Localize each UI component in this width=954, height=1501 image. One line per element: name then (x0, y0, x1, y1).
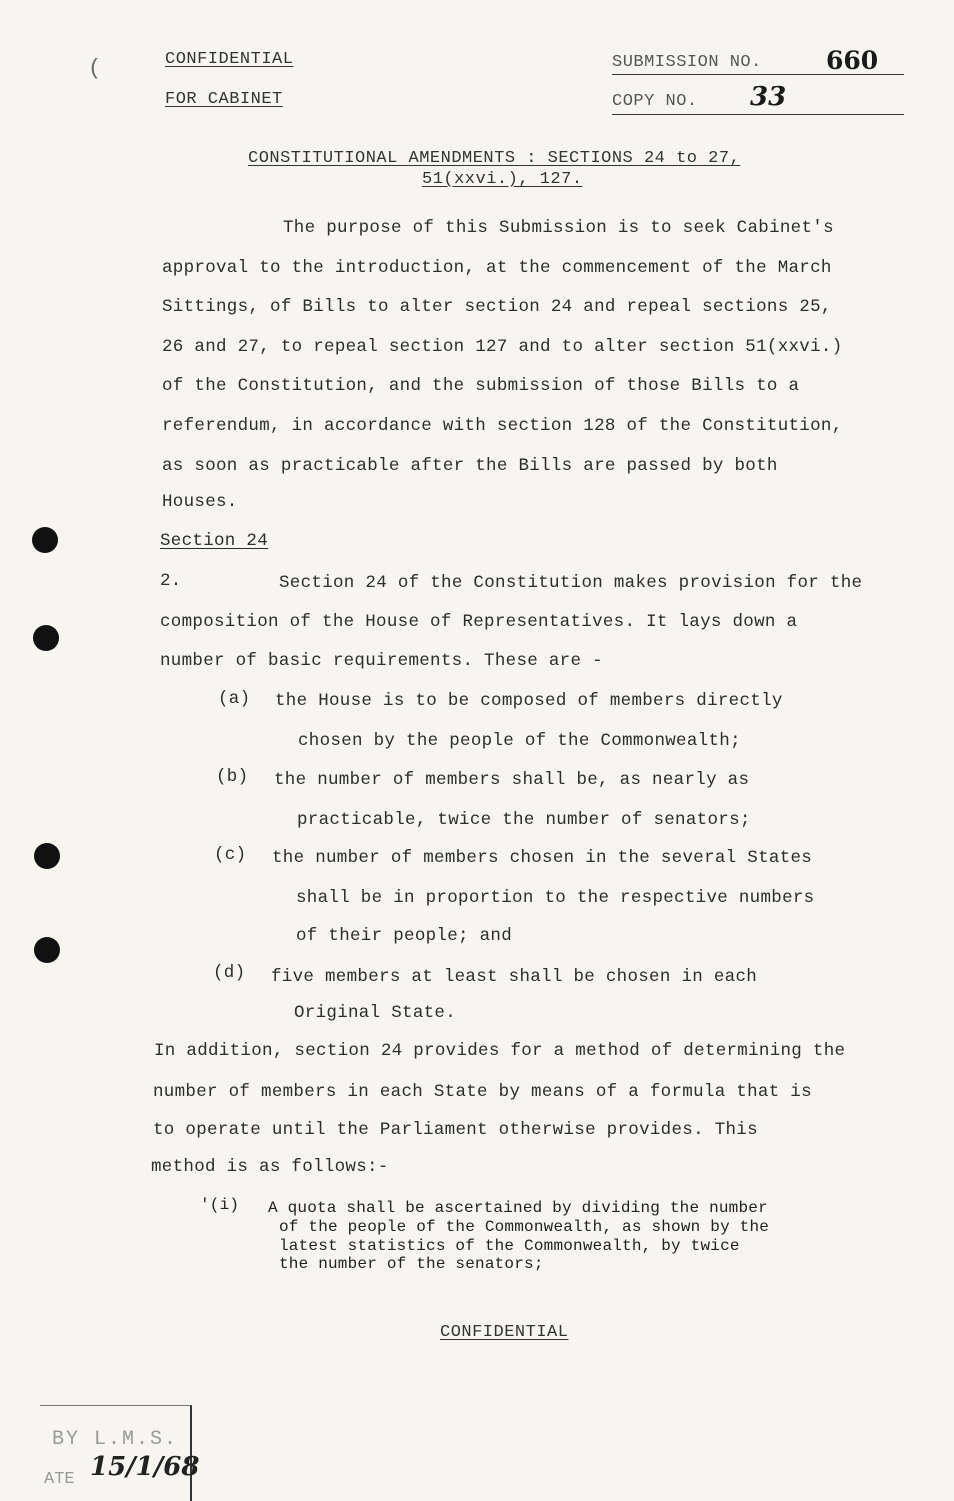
para2-number: 2. (160, 571, 182, 591)
para1-line: Houses. (162, 492, 238, 512)
stamp-text: BY L.M.S. (52, 1428, 179, 1451)
para3-line: to operate until the Parliament otherwise provides. This (153, 1120, 758, 1140)
para3-line: number of members in each State by means of a formula that is (153, 1082, 812, 1102)
requirement-line: five members at least shall be chosen in each (271, 967, 758, 987)
copy-underline (612, 114, 904, 115)
para2-line: number of basic requirements. These are - (160, 651, 603, 671)
para3-line: In addition, section 24 provides for a method of determining the (154, 1041, 846, 1061)
section-heading: Section 24 (160, 531, 269, 551)
copy-number: 33 (750, 82, 787, 112)
document-title-line1: CONSTITUTIONAL AMENDMENTS : SECTIONS 24 to 27, (248, 149, 741, 168)
requirement-label: (a) (218, 689, 251, 709)
quote-line: of the people of the Commonwealth, as shown by the (279, 1218, 770, 1236)
submission-label: SUBMISSION NO. (612, 53, 762, 72)
footer-confidential: CONFIDENTIAL (440, 1323, 569, 1342)
requirement-line: shall be in proportion to the respective numbers (296, 888, 815, 908)
requirement-line: the number of members shall be, as nearly as (274, 770, 750, 790)
document-title-line2: 51(xxvi.), 127. (422, 170, 583, 189)
stamp-date-label: ATE (44, 1470, 75, 1489)
quote-label: '(i) (200, 1196, 240, 1214)
punch-hole (33, 625, 59, 651)
submission-underline (612, 74, 904, 75)
para3-line: method is as follows:- (151, 1157, 389, 1177)
requirement-label: (c) (214, 845, 247, 865)
copy-label: COPY NO. (612, 92, 698, 111)
requirement-label: (b) (216, 767, 249, 787)
quote-line: A quota shall be ascertained by dividing the number (268, 1199, 768, 1217)
quote-line: latest statistics of the Commonwealth, by twice (279, 1237, 740, 1255)
staple-mark: ( (88, 56, 102, 81)
requirement-line: chosen by the people of the Commonwealth; (298, 731, 741, 751)
para1-line: as soon as practicable after the Bills are passed by both (162, 456, 778, 476)
requirement-line: practicable, twice the number of senators; (297, 810, 751, 830)
para1-line: approval to the introduction, at the commencement of the March (162, 258, 832, 278)
para2-line: Section 24 of the Constitution makes provision for the (279, 573, 863, 593)
requirement-line: the number of members chosen in the several States (272, 848, 813, 868)
quote-line: the number of the senators; (279, 1255, 544, 1273)
punch-hole (34, 843, 60, 869)
para1-line: Sittings, of Bills to alter section 24 and repeal sections 25, (162, 297, 832, 317)
para1-line: The purpose of this Submission is to seek Cabinet's (283, 218, 834, 238)
for-cabinet-label: FOR CABINET (165, 90, 283, 109)
requirement-line: the House is to be composed of members directly (275, 691, 783, 711)
requirement-line: of their people; and (296, 926, 513, 946)
para1-line: referendum, in accordance with section 128 of the Constitution, (162, 416, 843, 436)
requirement-line: Original State. (294, 1003, 457, 1023)
para2-line: composition of the House of Representatives. It lays down a (160, 612, 798, 632)
para1-line: 26 and 27, to repeal section 127 and to alter section 51(xxvi.) (162, 337, 843, 357)
stamp-date: 15/1/68 (90, 1452, 200, 1482)
punch-hole (32, 527, 58, 553)
submission-number: 660 (826, 46, 879, 75)
confidential-label: CONFIDENTIAL (165, 50, 294, 69)
para1-line: of the Constitution, and the submission of those Bills to a (162, 376, 800, 396)
requirement-label: (d) (213, 963, 246, 983)
punch-hole (34, 937, 60, 963)
